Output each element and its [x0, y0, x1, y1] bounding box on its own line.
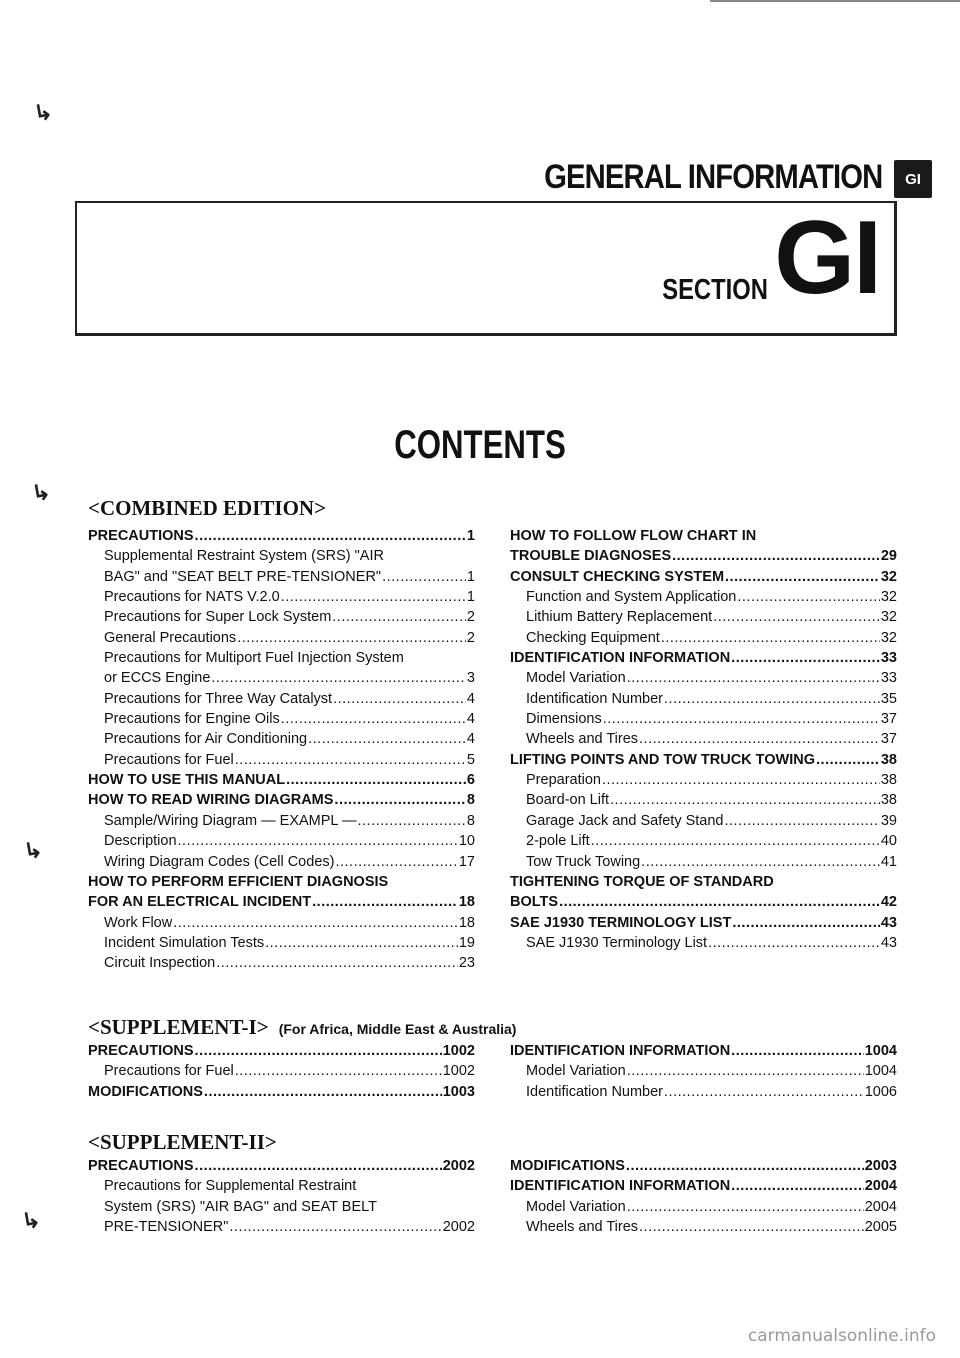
toc-leader-dots: [713, 607, 880, 627]
supplement-1-right-column: [510, 1041, 897, 1102]
toc-entry-title: TIGHTENING TORQUE OF STANDARD: [510, 873, 774, 890]
toc-entry: [510, 1217, 897, 1237]
toc-entry: [88, 852, 475, 872]
toc-leader-dots: [626, 1156, 864, 1176]
supplement-1-left-column: [88, 1041, 475, 1102]
toc-page-number: 4: [466, 731, 475, 748]
toc-page-number: 33: [880, 650, 897, 667]
toc-page-number: 43: [880, 934, 897, 951]
toc-leader-dots: [627, 1061, 864, 1081]
toc-entry: [510, 933, 897, 953]
toc-entry-title: MODIFICATIONS: [88, 1083, 203, 1100]
toc-entry: [510, 770, 897, 790]
toc-entry-title: PRE-TENSIONER": [104, 1219, 229, 1236]
toc-page-number: 1: [466, 589, 475, 606]
toc-entry-title: BOLTS: [510, 894, 559, 911]
toc-entry: [510, 668, 897, 688]
toc-page-number: 42: [880, 894, 897, 911]
toc-page-number: 18: [458, 894, 475, 911]
toc-entry: [510, 607, 897, 627]
toc-leader-dots: [603, 709, 880, 729]
toc-entry: [510, 1156, 897, 1176]
toc-page-number: 2003: [864, 1158, 897, 1174]
toc-entry-title: or ECCS Engine: [104, 670, 211, 687]
toc-page-number: 29: [880, 548, 897, 565]
toc-leader-dots: [335, 852, 457, 872]
toc-entry-title: Precautions for Supplemental Restraint: [104, 1178, 357, 1195]
toc-entry-title: HOW TO PERFORM EFFICIENT DIAGNOSIS: [88, 873, 389, 890]
toc-entry-title: Precautions for Fuel: [104, 1063, 234, 1080]
toc-entry: [88, 729, 475, 749]
toc-entry: [88, 1156, 475, 1176]
toc-entry: [510, 892, 897, 912]
toc-page-number: 8: [466, 812, 475, 829]
toc-leader-dots: [195, 1041, 442, 1061]
toc-entry: [88, 831, 475, 851]
toc-entry: [88, 689, 475, 709]
toc-leader-dots: [211, 668, 466, 688]
toc-page-number: 2: [466, 629, 475, 646]
toc-page-number: 1002: [442, 1043, 475, 1059]
toc-entry: [88, 770, 475, 790]
toc-leader-dots: [195, 526, 466, 546]
toc-page-number: 38: [880, 792, 897, 809]
toc-leader-dots: [610, 790, 880, 810]
toc-entry-title: LIFTING POINTS AND TOW TRUCK TOWING: [510, 751, 816, 768]
toc-leader-dots: [627, 1197, 864, 1217]
toc-leader-dots: [334, 790, 466, 810]
toc-leader-dots: [708, 933, 880, 953]
toc-leader-dots: [664, 689, 880, 709]
toc-page-number: 32: [880, 629, 897, 646]
toc-entry-title: Precautions for Multiport Fuel Injection System: [104, 650, 404, 667]
toc-entry: [510, 872, 897, 892]
combined-edition-heading: <COMBINED EDITION>: [88, 496, 327, 520]
combined-left-column: [88, 526, 475, 974]
toc-page-number: 4: [466, 690, 475, 707]
toc-entry: [510, 546, 897, 566]
toc-leader-dots: [286, 770, 466, 790]
toc-entry-title: SAE J1930 TERMINOLOGY LIST: [510, 914, 732, 931]
watermark: carmanualsonline.info: [747, 1326, 936, 1346]
toc-entry: [88, 1061, 475, 1081]
toc-entry: [510, 811, 897, 831]
toc-page-number: 1: [466, 568, 475, 585]
toc-entry-title: HOW TO READ WIRING DIAGRAMS: [88, 792, 334, 809]
toc-leader-dots: [672, 546, 880, 566]
contents-title: CONTENTS: [394, 423, 566, 467]
toc-entry-title: CONSULT CHECKING SYSTEM: [510, 568, 725, 585]
toc-entry: [88, 790, 475, 810]
toc-entry: [88, 953, 475, 973]
toc-leader-dots: [641, 852, 880, 872]
toc-page-number: 32: [880, 609, 897, 626]
supplement-2-left-column: [88, 1156, 475, 1237]
toc-leader-dots: [235, 1061, 442, 1081]
toc-entry-title: Board-on Lift: [526, 792, 610, 809]
toc-entry-title: Tow Truck Towing: [526, 853, 641, 870]
toc-page-number: 2004: [864, 1178, 897, 1195]
supplement-1-heading: [88, 1015, 516, 1040]
toc-page-number: 38: [880, 751, 897, 768]
toc-leader-dots: [731, 648, 880, 668]
toc-entry-title: Precautions for Air Conditioning: [104, 731, 308, 748]
toc-entry: [510, 750, 897, 770]
toc-leader-dots: [639, 729, 880, 749]
toc-leader-dots: [591, 831, 880, 851]
toc-entry-title: BAG" and "SEAT BELT PRE-TENSIONER": [104, 568, 382, 585]
toc-leader-dots: [816, 750, 880, 770]
toc-page-number: 2: [466, 609, 475, 626]
toc-page-number: 37: [880, 731, 897, 748]
toc-leader-dots: [235, 750, 466, 770]
toc-entry-title: Identification Number: [526, 1083, 664, 1100]
toc-page-number: 2002: [442, 1158, 475, 1174]
toc-entry: [88, 587, 475, 607]
toc-entry-title: HOW TO FOLLOW FLOW CHART IN: [510, 528, 757, 544]
toc-entry-title: PRECAUTIONS: [88, 1043, 194, 1059]
toc-page-number: 2004: [864, 1198, 897, 1215]
toc-entry-title: Work Flow: [104, 914, 173, 931]
toc-leader-dots: [731, 1041, 864, 1061]
toc-page-number: 1003: [442, 1083, 475, 1100]
toc-entry: [510, 526, 897, 546]
toc-entry: [510, 1082, 897, 1102]
toc-entry: [88, 607, 475, 627]
toc-page-number: 38: [880, 772, 897, 789]
toc-entry-title: PRECAUTIONS: [88, 528, 194, 544]
toc-entry: [510, 628, 897, 648]
toc-entry-title: Supplemental Restraint System (SRS) "AIR: [104, 548, 384, 565]
toc-leader-dots: [725, 567, 880, 587]
toc-entry-title: MODIFICATIONS: [510, 1158, 625, 1174]
toc-leader-dots: [664, 1082, 864, 1102]
toc-entry-title: Description: [104, 833, 177, 850]
toc-entry-title: Sample/Wiring Diagram — EXAMPL —: [104, 812, 357, 829]
toc-page-number: 6: [466, 772, 475, 789]
toc-entry-title: Model Variation: [526, 670, 626, 687]
toc-entry: [510, 689, 897, 709]
toc-entry: [510, 1041, 897, 1061]
supplement-2-heading: <SUPPLEMENT-II>: [88, 1130, 277, 1154]
toc-entry-title: 2-pole Lift: [526, 833, 590, 850]
toc-page-number: 8: [466, 792, 475, 809]
toc-leader-dots: [265, 933, 458, 953]
toc-entry-title: System (SRS) "AIR BAG" and SEAT BELT: [104, 1198, 377, 1215]
toc-leader-dots: [357, 811, 465, 831]
toc-entry-title: General Precautions: [104, 629, 237, 646]
toc-entry-title: SAE J1930 Terminology List: [526, 934, 708, 951]
toc-entry: [510, 567, 897, 587]
toc-entry: [510, 729, 897, 749]
toc-entry: [510, 790, 897, 810]
toc-page-number: 43: [880, 914, 897, 931]
toc-entry-title: TROUBLE DIAGNOSES: [510, 548, 672, 565]
toc-page-number: 2002: [442, 1219, 475, 1236]
toc-page-number: 33: [880, 670, 897, 687]
toc-page-number: 17: [458, 853, 475, 870]
toc-page-number: 10: [458, 833, 475, 850]
toc-leader-dots: [559, 892, 880, 912]
toc-entry: [510, 709, 897, 729]
header-title: GENERAL INFORMATION: [543, 158, 882, 196]
toc-page-number: 32: [880, 568, 897, 585]
toc-leader-dots: [216, 953, 458, 973]
toc-entry-title: IDENTIFICATION INFORMATION: [510, 1043, 731, 1059]
toc-entry: [88, 1082, 475, 1102]
toc-entry-title: IDENTIFICATION INFORMATION: [510, 650, 731, 667]
toc-page-number: 23: [458, 955, 475, 972]
toc-leader-dots: [281, 709, 466, 729]
toc-entry: [88, 526, 475, 546]
toc-entry: [88, 567, 475, 587]
combined-right-column: [510, 526, 897, 953]
toc-entry: [88, 1197, 475, 1217]
section-code: GI: [774, 200, 880, 316]
toc-entry: [510, 1061, 897, 1081]
supplement-1-title: <SUPPLEMENT-I>: [88, 1015, 269, 1039]
corner-mark-icon: ↳: [21, 836, 45, 865]
toc-leader-dots: [204, 1082, 442, 1102]
toc-entry: [88, 546, 475, 566]
toc-entry: [88, 913, 475, 933]
toc-leader-dots: [308, 729, 466, 749]
corner-mark-icon: ↳: [29, 478, 53, 507]
toc-leader-dots: [725, 811, 880, 831]
toc-entry-title: Precautions for Three Way Catalyst: [104, 690, 333, 707]
toc-entry: [510, 587, 897, 607]
toc-page-number: 1004: [864, 1063, 897, 1080]
toc-entry: [510, 852, 897, 872]
toc-page-number: 40: [880, 833, 897, 850]
toc-leader-dots: [627, 668, 880, 688]
toc-entry: [88, 750, 475, 770]
toc-page-number: 1006: [864, 1083, 897, 1100]
toc-entry-title: Preparation: [526, 772, 601, 789]
toc-leader-dots: [312, 892, 458, 912]
toc-entry: [88, 892, 475, 912]
toc-entry-title: Precautions for NATS V.2.0: [104, 589, 280, 606]
toc-page-number: 41: [880, 853, 897, 870]
toc-entry-title: Model Variation: [526, 1198, 626, 1215]
toc-leader-dots: [732, 913, 880, 933]
toc-page-number: 18: [458, 914, 475, 931]
toc-entry: [88, 628, 475, 648]
top-rule: [710, 0, 960, 2]
toc-leader-dots: [731, 1176, 864, 1196]
corner-mark-icon: ↳: [19, 1206, 43, 1235]
toc-page-number: 1004: [864, 1043, 897, 1059]
toc-entry-title: Dimensions: [526, 711, 602, 728]
corner-mark-icon: ↳: [31, 98, 55, 127]
toc-leader-dots: [195, 1156, 442, 1176]
toc-leader-dots: [173, 913, 458, 933]
toc-leader-dots: [332, 607, 466, 627]
toc-entry: [510, 913, 897, 933]
toc-leader-dots: [661, 628, 880, 648]
toc-page-number: 4: [466, 711, 475, 728]
toc-entry-title: Garage Jack and Safety Stand: [526, 812, 724, 829]
toc-page-number: 5: [466, 751, 475, 768]
toc-entry: [510, 648, 897, 668]
section-label: SECTION: [662, 274, 768, 306]
toc-page-number: 2005: [864, 1219, 897, 1236]
toc-leader-dots: [602, 770, 880, 790]
toc-entry: [510, 831, 897, 851]
toc-entry: [88, 668, 475, 688]
toc-entry-title: Precautions for Super Lock System: [104, 609, 332, 626]
toc-leader-dots: [229, 1217, 441, 1237]
toc-entry-title: Function and System Application: [526, 589, 737, 606]
toc-entry-title: Precautions for Engine Oils: [104, 711, 280, 728]
toc-entry-title: Identification Number: [526, 690, 664, 707]
toc-entry-title: Wheels and Tires: [526, 731, 639, 748]
toc-entry-title: IDENTIFICATION INFORMATION: [510, 1178, 731, 1195]
toc-entry-title: FOR AN ELECTRICAL INCIDENT: [88, 894, 312, 911]
toc-entry-title: HOW TO USE THIS MANUAL: [88, 772, 286, 789]
toc-leader-dots: [178, 831, 458, 851]
toc-leader-dots: [382, 567, 466, 587]
toc-entry-title: Model Variation: [526, 1063, 626, 1080]
toc-page-number: 32: [880, 589, 897, 606]
toc-entry: [88, 811, 475, 831]
toc-entry-title: Lithium Battery Replacement: [526, 609, 713, 626]
toc-page-number: 3: [466, 670, 475, 687]
toc-entry: [88, 1041, 475, 1061]
toc-entry-title: Wheels and Tires: [526, 1219, 639, 1236]
toc-leader-dots: [333, 689, 466, 709]
toc-page-number: 1: [466, 528, 475, 544]
toc-entry-title: Precautions for Fuel: [104, 751, 234, 768]
toc-entry: [88, 1217, 475, 1237]
toc-entry-title: Incident Simulation Tests: [104, 934, 265, 951]
toc-entry: [510, 1176, 897, 1196]
toc-page-number: 1002: [442, 1063, 475, 1080]
section-badge: GI: [894, 160, 932, 198]
toc-entry: [88, 872, 475, 892]
supplement-1-note: (For Africa, Middle East & Australia): [278, 1021, 517, 1037]
toc-entry-title: Circuit Inspection: [104, 955, 216, 972]
toc-entry: [88, 933, 475, 953]
toc-page-number: 37: [880, 711, 897, 728]
toc-entry-title: PRECAUTIONS: [88, 1158, 194, 1174]
toc-leader-dots: [639, 1217, 864, 1237]
toc-page-number: 39: [880, 812, 897, 829]
toc-entry: [88, 648, 475, 668]
toc-entry-title: Checking Equipment: [526, 629, 660, 646]
toc-page-number: 35: [880, 690, 897, 707]
supplement-2-right-column: [510, 1156, 897, 1237]
toc-leader-dots: [237, 628, 466, 648]
toc-entry: [88, 1176, 475, 1196]
toc-entry-title: Wiring Diagram Codes (Cell Codes): [104, 853, 335, 870]
toc-entry: [88, 709, 475, 729]
toc-page-number: 19: [458, 934, 475, 951]
toc-leader-dots: [281, 587, 466, 607]
toc-leader-dots: [737, 587, 879, 607]
toc-entry: [510, 1197, 897, 1217]
